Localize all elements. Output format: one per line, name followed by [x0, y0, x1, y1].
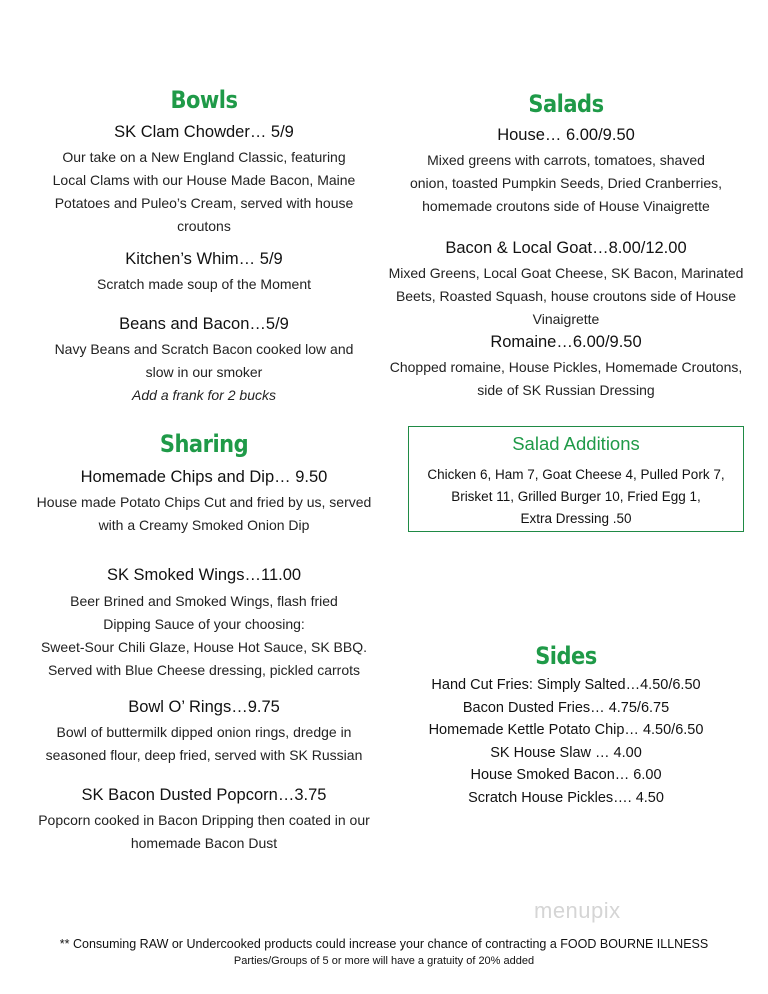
salads-item-romaine-desc — [382, 356, 750, 402]
salads-item-house: House… 6.00/9.50 — [497, 126, 635, 144]
desc-line: Sweet-Sour Chili Glaze, House Hot Sauce, SK BBQ. — [40, 639, 368, 655]
desc-line: Bowl of buttermilk dipped onion rings, dredge in — [56, 724, 352, 740]
desc-line: Vinaigrette — [532, 311, 600, 327]
list-item: Scratch House Pickles…. 4.50 — [468, 790, 664, 806]
desc-line: homemade croutons side of House Vinaigrette — [422, 198, 710, 214]
sharing-item-smoked-wings-desc — [18, 590, 390, 682]
bowls-item-clam-chowder: SK Clam Chowder… 5/9 — [114, 123, 294, 141]
addition-line: Extra Dressing .50 — [520, 511, 632, 526]
footer-gratuity: Parties/Groups of 5 or more will have a gratuity of 20% added — [233, 955, 535, 967]
desc-line: with a Creamy Smoked Onion Dip — [98, 517, 310, 533]
desc-line: Scratch made soup of the Moment — [97, 276, 311, 292]
bowls-item-kitchens-whim: Kitchen’s Whim… 5/9 — [125, 250, 283, 268]
desc-line: Dipping Sauce of your choosing: — [103, 616, 305, 632]
sharing-item-chips-dip-desc — [18, 491, 390, 537]
bowls-item-beans-bacon-desc — [18, 338, 390, 407]
desc-line: Mixed greens with carrots, tomatoes, shaved — [427, 152, 705, 168]
sides-title: Sides — [535, 642, 597, 670]
sharing-item-bacon-popcorn-desc — [18, 809, 390, 855]
list-item: House Smoked Bacon… 6.00 — [470, 767, 662, 783]
bowls-title: Bowls — [170, 86, 238, 114]
salads-item-bacon-goat-desc — [382, 262, 750, 331]
salad-additions-title: Salad Additions — [512, 433, 640, 454]
addition-line: Chicken 6, Ham 7, Goat Cheese 4, Pulled Pork 7, — [427, 467, 725, 482]
desc-line: Local Clams with our House Made Bacon, Maine — [52, 172, 356, 188]
desc-line: homemade Bacon Dust — [130, 835, 278, 851]
bowls-item-kitchens-whim-desc — [18, 273, 390, 296]
salad-additions-list — [409, 464, 743, 530]
salad-additions-box — [408, 426, 744, 532]
bowls-item-beans-bacon: Beans and Bacon…5/9 — [119, 315, 289, 333]
sharing-title: Sharing — [159, 430, 249, 458]
desc-line: Mixed Greens, Local Goat Cheese, SK Bacon, Marinated — [388, 265, 744, 281]
list-item: Bacon Dusted Fries… 4.75/6.75 — [462, 700, 670, 716]
menupix-watermark: menupix — [534, 898, 621, 923]
list-item: Homemade Kettle Potato Chip… 4.50/6.50 — [428, 722, 704, 738]
desc-line: seasoned flour, deep fried, served with SK Russian — [45, 747, 363, 763]
desc-line: onion, toasted Pumpkin Seeds, Dried Cranberries, — [409, 175, 723, 191]
salads-title: Salads — [528, 90, 604, 118]
sharing-item-smoked-wings: SK Smoked Wings…11.00 — [106, 566, 302, 584]
list-item: SK House Slaw … 4.00 — [490, 745, 642, 761]
desc-line: croutons — [177, 218, 231, 234]
desc-line: Our take on a New England Classic, featuring — [62, 149, 346, 165]
sharing-item-onion-rings-desc — [18, 721, 390, 767]
left-column — [18, 0, 390, 994]
desc-line: Beets, Roasted Squash, house croutons side of House — [395, 288, 737, 304]
footer-warning: ** Consuming RAW or Undercooked products could increase your chance of contracting a FOOD BOURNE ILLNESS — [59, 937, 709, 951]
sharing-item-bacon-popcorn: SK Bacon Dusted Popcorn…3.75 — [81, 786, 327, 804]
desc-line: side of SK Russian Dressing — [477, 382, 655, 398]
desc-line: Chopped romaine, House Pickles, Homemade Croutons, — [389, 359, 743, 375]
desc-line: Served with Blue Cheese dressing, pickled carrots — [47, 662, 361, 678]
sharing-item-chips-dip: Homemade Chips and Dip… 9.50 — [80, 468, 328, 486]
desc-line: Potatoes and Puleo’s Cream, served with house — [54, 195, 354, 211]
desc-line: Popcorn cooked in Bacon Dripping then coated in our — [38, 812, 370, 828]
bowls-item-beans-bacon-note: Add a frank for 2 bucks — [132, 387, 276, 403]
desc-line: House made Potato Chips Cut and fried by us, served — [36, 494, 372, 510]
desc-line: slow in our smoker — [145, 364, 263, 380]
list-item: Hand Cut Fries: Simply Salted…4.50/6.50 — [431, 677, 701, 693]
desc-line: Navy Beans and Scratch Bacon cooked low and — [54, 341, 354, 357]
salads-item-house-desc — [382, 149, 750, 218]
sharing-item-onion-rings: Bowl O’ Rings…9.75 — [128, 698, 280, 716]
salads-item-bacon-goat: Bacon & Local Goat…8.00/12.00 — [445, 239, 687, 257]
bowls-item-clam-chowder-desc — [18, 146, 390, 238]
addition-line: Brisket 11, Grilled Burger 10, Fried Egg 1, — [451, 489, 701, 504]
desc-line: Beer Brined and Smoked Wings, flash fried — [70, 593, 338, 609]
salads-item-romaine: Romaine…6.00/9.50 — [490, 333, 642, 351]
